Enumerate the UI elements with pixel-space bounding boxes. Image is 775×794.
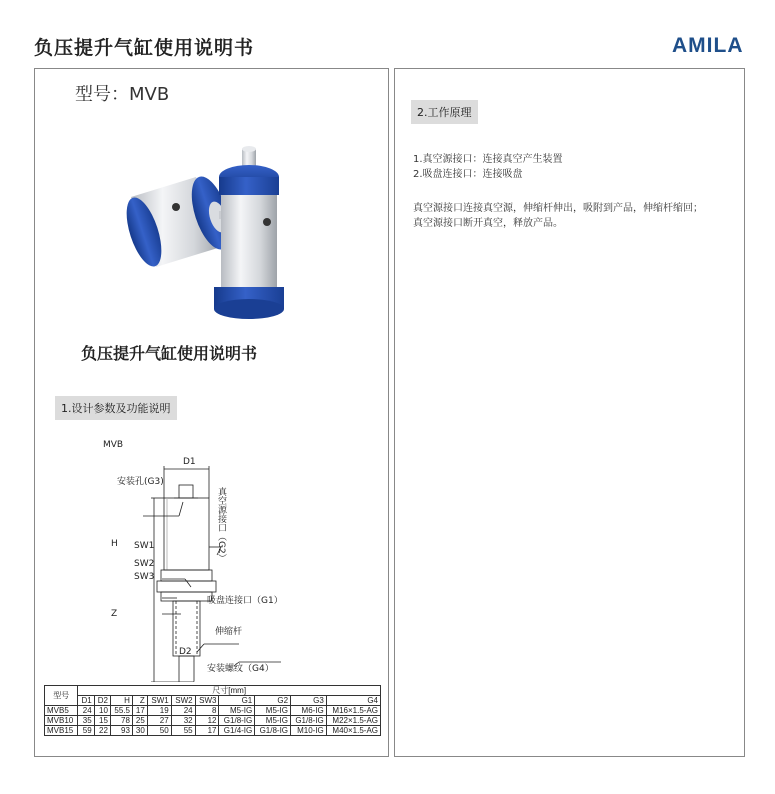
table-cell: 32: [171, 716, 195, 726]
col-header: SW1: [147, 696, 171, 706]
col-header: G3: [291, 696, 327, 706]
table-cell: 15: [94, 716, 110, 726]
table-cell: M40×1.5-AG: [326, 726, 380, 736]
principle-description: [413, 201, 733, 231]
table-cell: M5-IG: [219, 706, 255, 716]
table-cell: G1/8-IG: [219, 716, 255, 726]
sw3-label: SW3: [134, 572, 155, 582]
port-list: [413, 152, 563, 182]
table-cell: 30: [132, 726, 147, 736]
row-model: MVB10: [45, 716, 78, 726]
table-cell: M16×1.5-AG: [326, 706, 380, 716]
table-dim-header: 尺寸[mm]: [78, 686, 381, 696]
desc-line-2: 真空源接口断开真空，释放产品。: [413, 218, 563, 229]
table-cell: 93: [110, 726, 132, 736]
manual-title: 负压提升气缸使用说明书: [81, 344, 258, 363]
row-model: MVB5: [45, 706, 78, 716]
table-cell: M22×1.5-AG: [326, 716, 380, 726]
col-header: G1: [219, 696, 255, 706]
row-model: MVB15: [45, 726, 78, 736]
table-cell: 10: [94, 706, 110, 716]
table-row: [45, 706, 381, 716]
dim-d1: D1: [183, 457, 196, 467]
table-cell: 50: [147, 726, 171, 736]
dim-h: H: [111, 539, 118, 549]
table-cell: M6-IG: [291, 706, 327, 716]
drawing-label: MVB: [103, 440, 124, 450]
vacuum-port-label: 真空源接口（G2）: [216, 487, 226, 563]
table-cell: M10-IG: [291, 726, 327, 736]
table-cell: 8: [195, 706, 219, 716]
port-line-1: 1.真空源接口：连接真空产生装置: [413, 154, 563, 165]
table-cell: 17: [132, 706, 147, 716]
table-cell: G1/4-IG: [219, 726, 255, 736]
suction-port-label: 吸盘连接口（G1）: [207, 596, 283, 606]
table-row: [45, 716, 381, 726]
table-cell: M5-IG: [255, 716, 291, 726]
table-cell: 78: [110, 716, 132, 726]
thread-label: 安装螺纹（G4）: [207, 664, 274, 674]
table-cell: 12: [195, 716, 219, 726]
table-cell: 24: [171, 706, 195, 716]
model-label: 型号：MVB: [75, 84, 170, 105]
table-cell: 19: [147, 706, 171, 716]
rod-label: 伸缩杆: [215, 627, 243, 637]
spec-table: [44, 685, 381, 736]
table-cell: 27: [147, 716, 171, 726]
table-cell: 22: [94, 726, 110, 736]
col-header: H: [110, 696, 132, 706]
desc-line-1: 真空源接口连接真空源，伸缩杆伸出，吸附到产品，伸缩杆缩回；: [413, 203, 703, 214]
sw2-label: SW2: [134, 559, 155, 569]
dim-d2: D2: [179, 647, 192, 657]
table-cell: 55: [171, 726, 195, 736]
product-photo: [101, 137, 326, 352]
section-1-tag: 1.设计参数及功能说明: [55, 396, 177, 420]
col-header: D1: [78, 696, 94, 706]
col-header: Z: [132, 696, 147, 706]
col-header: G4: [326, 696, 380, 706]
col-header: SW3: [195, 696, 219, 706]
dim-z: Z: [111, 609, 118, 619]
table-cell: 25: [132, 716, 147, 726]
table-model-header: 型号: [45, 686, 78, 706]
table-row: [45, 726, 381, 736]
col-header: D2: [94, 696, 110, 706]
sw1-label: SW1: [134, 541, 155, 551]
left-panel: [34, 68, 389, 757]
section-2-tag: 2.工作原理: [411, 100, 478, 124]
col-header: SW2: [171, 696, 195, 706]
table-cell: 35: [78, 716, 94, 726]
table-cell: 24: [78, 706, 94, 716]
header-title: 负压提升气缸使用说明书: [34, 37, 255, 59]
table-cell: G1/8-IG: [291, 716, 327, 726]
col-header: G2: [255, 696, 291, 706]
brand-logo: AMILA: [672, 34, 744, 57]
table-cell: 55.5: [110, 706, 132, 716]
mount-hole-label: 安装孔(G3): [117, 477, 164, 487]
table-cell: 59: [78, 726, 94, 736]
table-cell: 17: [195, 726, 219, 736]
right-panel: [394, 68, 745, 757]
port-line-2: 2.吸盘连接口：连接吸盘: [413, 169, 523, 180]
table-cell: G1/8-IG: [255, 726, 291, 736]
table-cell: M5-IG: [255, 706, 291, 716]
vertical-cylinder: [214, 146, 284, 319]
